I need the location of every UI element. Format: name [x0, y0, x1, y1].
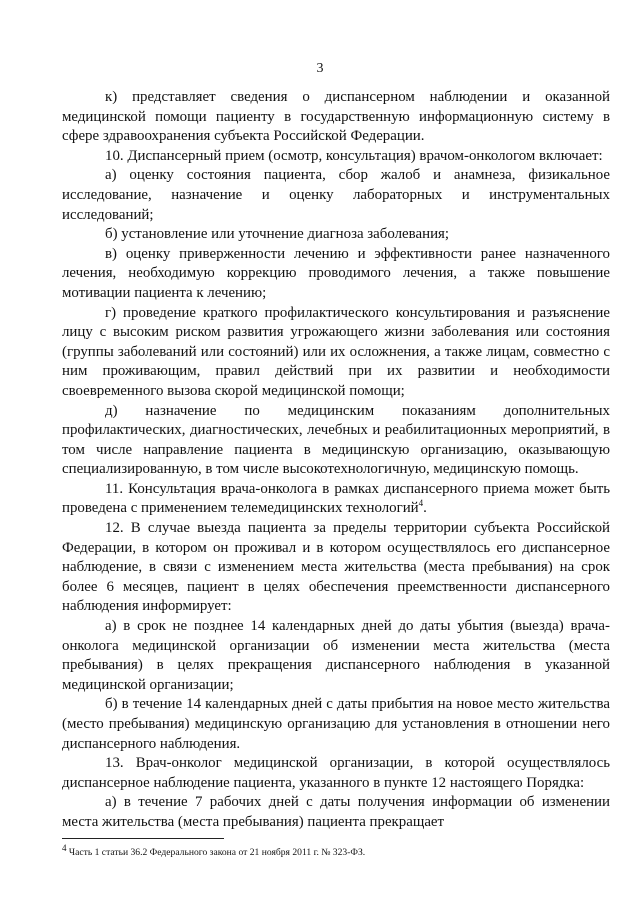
paragraph-11-text: 11. Консультация врача-онколога в рамках диспансерного приема может быть проведена с применением телемедицинских технологий [62, 480, 610, 517]
page-number: 3 [316, 61, 324, 76]
paragraph-10-b: б) установление или уточнение диагноза заболевания; [105, 226, 450, 243]
paragraph-11 [62, 480, 610, 519]
paragraph-12-a: а) в срок не позднее 14 календарных дней до даты убытия (выезда) врача-онколога медицинской организации об изменении места жительства (места пребывания) в целях прекращения диспансерного наблюдения в указанной медицинской организации; [62, 618, 610, 693]
footnote-divider [62, 838, 224, 839]
footnote [62, 842, 610, 859]
document-body [62, 88, 610, 833]
paragraph-10-a: а) оценку состояния пациента, сбор жалоб и анамнеза, физикальное исследование, назначение и оценку лабораторных и инструментальных исследований; [62, 167, 610, 223]
paragraph-11-end: . [423, 500, 427, 517]
paragraph-10-d: д) назначение по медицинским показаниям дополнительных профилактических, диагностических, лечебных и реабилитационных мероприятий, в том числе направление пациента в медицинскую организацию, оказывающую специализированную, в том числе высокотехнологичную, медицинскую помощь. [62, 402, 610, 478]
footnote-marker: 4 [62, 842, 67, 853]
paragraph-13-a: а) в течение 7 рабочих дней с даты получения информации об изменении места жительства (места пребывания) пациента прекращает [62, 794, 610, 830]
paragraph-k: к) представляет сведения о диспансерном наблюдении и оказанной медицинской помощи пациенту в государственную информационную систему в сфере здравоохранения субъекта Российской Федерации. [62, 89, 610, 145]
paragraph-10-g: г) проведение краткого профилактического консультирования и разъяснение лицу с высоким риском развития угрожающего жизни заболевания или состояния (группы заболеваний или состояний) или их осложнения, а также лицам, совместно с ним проживающим, правил действий при их развитии и необходимости своевременного вызова скорой медицинской помощи; [62, 304, 610, 399]
paragraph-13: 13. Врач-онколог медицинской организации, в которой осуществлялось диспансерное наблюдение пациента, указанного в пункте 12 настоящего Порядка: [62, 755, 610, 791]
paragraph-12-b: б) в течение 14 календарных дней с даты прибытия на новое место жительства (место пребывания) медицинскую организацию для установления в отношении него диспансерного наблюдения. [62, 696, 610, 752]
paragraph-10-v: в) оценку приверженности лечению и эффективности ранее назначенного лечения, необходимую коррекцию проводимого лечения, а также повышение мотивации пациента к лечению; [62, 245, 610, 301]
paragraph-10: 10. Диспансерный прием (осмотр, консультация) врачом-онкологом включает: [105, 147, 603, 164]
footnote-reference: 4 [418, 498, 424, 509]
footnote-text: Часть 1 статьи 36.2 Федерального закона от 21 ноября 2011 г. № 323-ФЗ. [66, 847, 366, 858]
paragraph-12: 12. В случае выезда пациента за пределы территории субъекта Российской Федерации, в котором он проживал и в котором осуществлялось его диспансерное наблюдение, в связи с изменением места жительства (места пребывания) на срок более 6 месяцев, пациент в целях обеспечения преемственности диспансерного наблюдения информирует: [62, 520, 610, 615]
